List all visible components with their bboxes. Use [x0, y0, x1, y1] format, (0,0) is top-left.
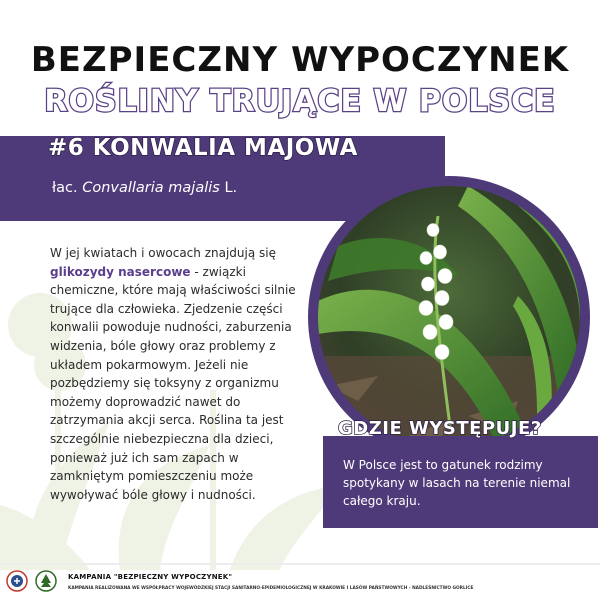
latin-suffix: L. [224, 180, 238, 196]
where-text: W Polsce jest to gatunek rodzimy spotykany w lasach na terenie niemal całego kraju. [343, 458, 571, 508]
description-rest: - związki chemiczne, które mają właściwości silnie trujące dla człowieka. Zjedzenie części konwalii powoduje nudności, zaburzenia widzenia, bóle głowy oraz problemy z układem pokarmowym. Jeżeli nie pozbędziemy się toksyny z organizmu możemy doprowadzić nawet do zatrzymania akcji serca. Roślina ta jest szczególnie niebezpieczna dla dzieci, ponieważ już ich sam zapach w zamkniętym pomieszczeniu może wywoływać bóle głowy i nudności. [50, 264, 296, 502]
latin-prefix: łac. [52, 180, 78, 196]
lily-of-the-valley-photo [318, 186, 580, 448]
plant-name: #6 KONWALIA MAJOWA [48, 135, 358, 161]
latin-name-line [52, 180, 237, 196]
forestry-logo-icon [35, 570, 57, 592]
where-title: GDZIE WYSTĘPUJE? [338, 418, 542, 439]
description-intro: W jej kwiatach i owocach znajdują się [50, 246, 276, 260]
footer-title: KAMPANIA "BEZPIECZNY WYPOCZYNEK" [68, 573, 233, 581]
page-title: BEZPIECZNY WYPOCZYNEK [30, 40, 570, 80]
description-highlight: glikozydy nasercowe [50, 264, 191, 279]
latin-name: Convallaria majalis [82, 180, 220, 196]
page-subtitle: ROŚLINY TRUJĄCE W POLSCE [44, 84, 556, 119]
description-text [50, 244, 312, 504]
footer-divider [0, 563, 600, 565]
footer-subtitle: KAMPANIA REALIZOWANA WE WSPÓŁPRACY WOJEWÓDZKIEJ STACJI SANITARNO-EPIDEMIOLOGICZNEJ W KRAKOWIE I LASÓW PAŃSTWOWYCH - NADLEŚNICTWO GORLICE [68, 586, 474, 591]
sanepid-logo-icon [6, 570, 28, 592]
